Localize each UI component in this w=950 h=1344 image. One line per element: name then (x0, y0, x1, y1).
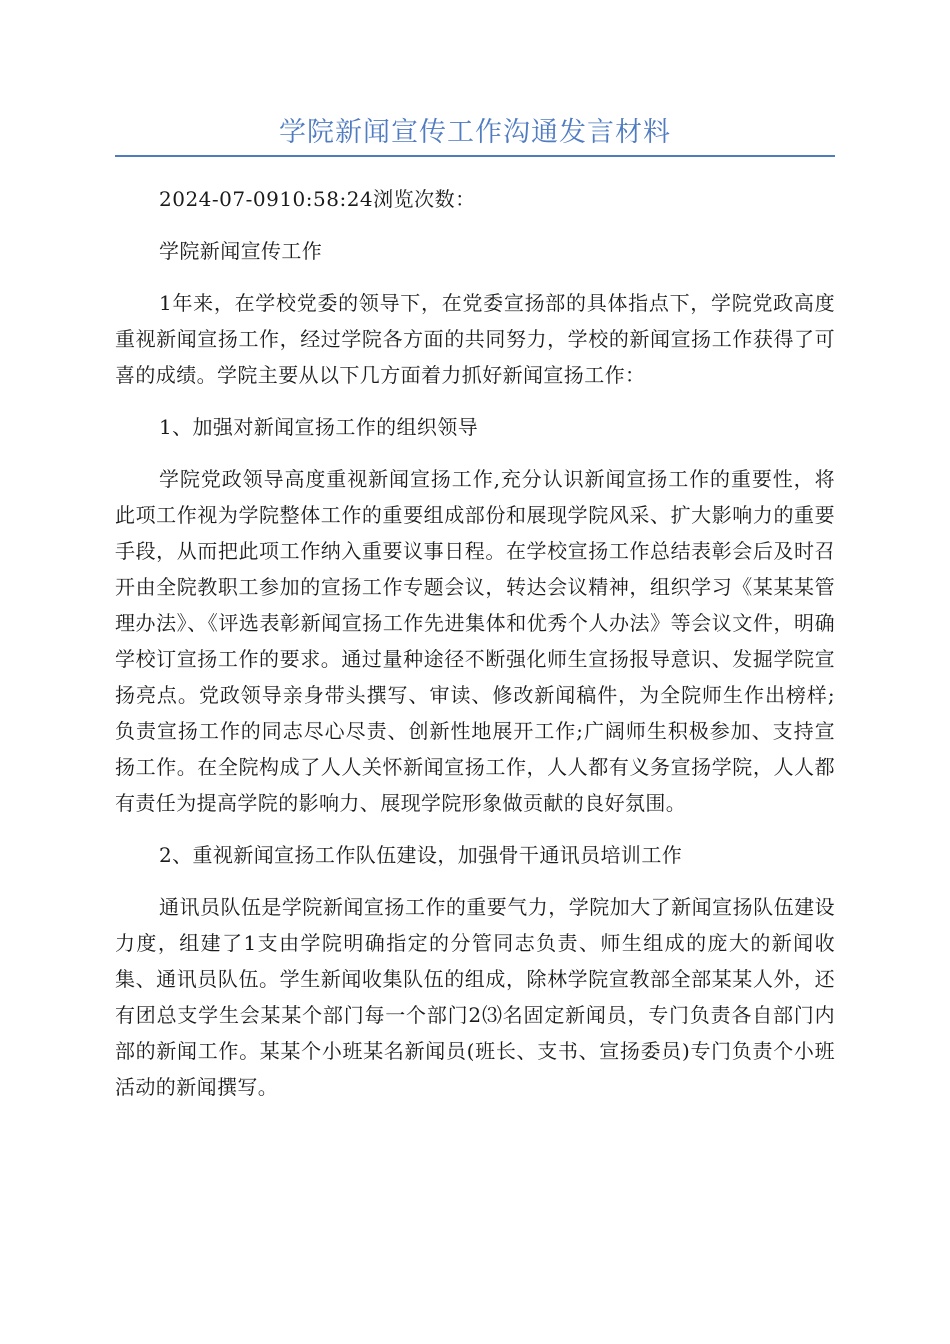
document-page (115, 110, 835, 1105)
section-2-body: 通讯员队伍是学院新闻宣扬工作的重要气力，学院加大了新闻宣扬队伍建设力度，组建了1支由学院明确指定的分管同志负责、师生组成的庞大的新闻收集、通讯员队伍。学生新闻收集队伍的组成，除林学院宣教部全部某某人外，还有团总支学生会某某个部门每一个部门2⑶名固定新闻员，专门负责各自部门内部的新闻工作。某某个小班某名新闻员(班长、支书、宣扬委员)专门负责个小班活动的新闻撰写。 (115, 895, 835, 1099)
publish-datetime: 2024-07-0910:58:24 (159, 187, 374, 211)
section-2-heading: 2、重视新闻宣扬工作队伍建设，加强骨干通讯员培训工作 (159, 843, 683, 867)
views-label: 浏览次数： (373, 187, 476, 211)
intro-paragraph: 1年来，在学校党委的领导下，在党委宣扬部的具体指点下，学院党政高度重视新闻宣扬工作，经过学院各方面的共同努力，学校的新闻宣扬工作获得了可喜的成绩。学院主要从以下几方面着力抓好新闻宣扬工作： (115, 291, 835, 387)
meta-line (115, 181, 835, 217)
section-1-heading: 1、加强对新闻宣扬工作的组织领导 (159, 415, 479, 439)
page-title: 学院新闻宣传工作沟通发言材料 (115, 110, 835, 157)
section-1-body: 学院党政领导高度重视新闻宣扬工作,充分认识新闻宣扬工作的重要性，将此项工作视为学院整体工作的重要组成部份和展现学院风采、扩大影响力的重要手段，从而把此项工作纳入重要议事日程。在学校宣扬工作总结表彰会后及时召开由全院教职工参加的宣扬工作专题会议，转达会议精神，组织学习《某某某管理办法》、《评选表彰新闻宣扬工作先进集体和优秀个人办法》等会议文件，明确学校订宣扬工作的要求。通过量种途径不断强化师生宣扬报导意识、发掘学院宣扬亮点。党政领导亲身带头撰写、审读、修改新闻稿件，为全院师生作出榜样;负责宣扬工作的同志尽心尽责、创新性地展开工作;广阔师生积极参加、支持宣扬工作。在全院构成了人人关怀新闻宣扬工作，人人都有义务宣扬学院，人人都有责任为提高学院的影响力、展现学院形象做贡献的良好氛围。 (115, 467, 835, 815)
section-subtitle: 学院新闻宣传工作 (159, 239, 323, 263)
